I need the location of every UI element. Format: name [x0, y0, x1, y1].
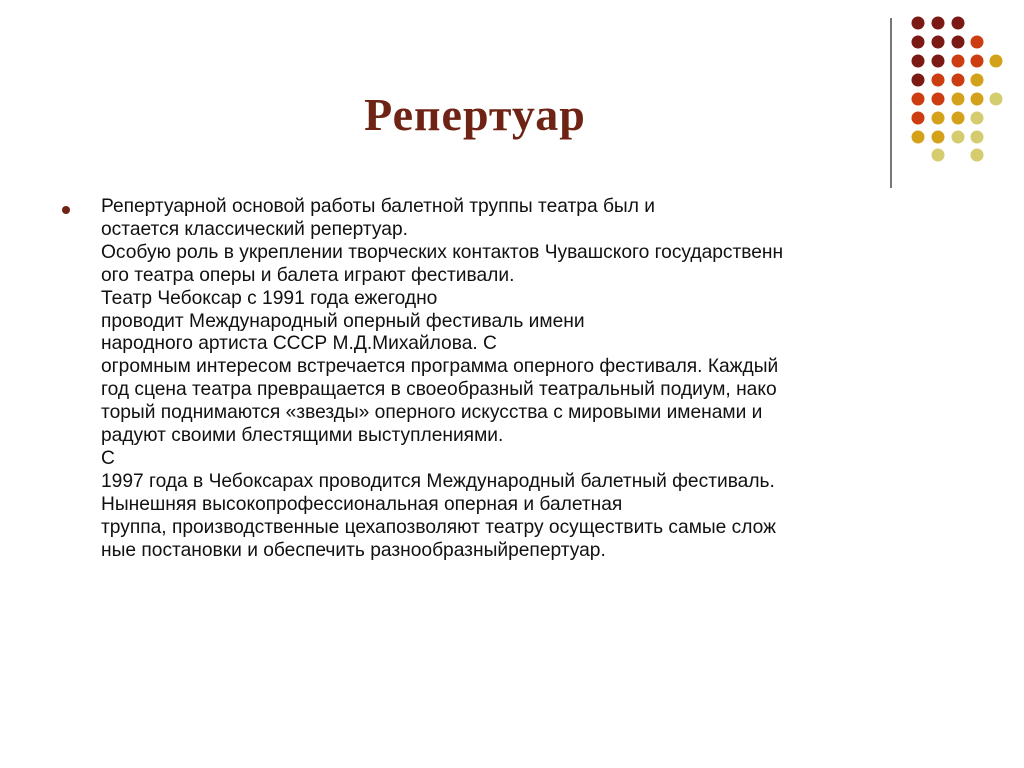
decor-dot: [932, 36, 945, 49]
decor-dot: [932, 17, 945, 30]
body-line: огромным интересом встречается программа оперного фестиваля. Каждый: [101, 356, 779, 378]
body-line: проводит Международный оперный фестиваль имени: [101, 310, 585, 332]
decor-dot: [971, 93, 984, 106]
slide-body: [101, 196, 971, 563]
decor-dot: [912, 112, 925, 125]
decor-dot: [971, 74, 984, 87]
decor-dot: [912, 17, 925, 30]
decor-dot: [932, 131, 945, 144]
decor-dot: [932, 55, 945, 68]
decor-dot: [952, 74, 965, 87]
decor-dot: [971, 36, 984, 49]
decor-dot: [912, 36, 925, 49]
body-line: народного артиста СССР М.Д.Михайлова. С: [101, 333, 497, 355]
body-line: С: [101, 447, 115, 469]
body-line: ого театра оперы и балета играют фестивали.: [101, 264, 515, 286]
body-line: торый поднимаются «звезды» оперного искусства с мировыми именами и: [101, 402, 763, 424]
decor-dot: [932, 149, 945, 162]
decor-dot: [912, 55, 925, 68]
decor-dot: [971, 112, 984, 125]
body-line: Нынешняя высокопрофессиональная оперная и балетная: [101, 493, 623, 515]
body-line: Театр Чебоксар с 1991 года ежегодно: [101, 287, 438, 309]
body-line: остается классический репертуар.: [101, 218, 408, 240]
decor-dot: [952, 36, 965, 49]
body-line: 1997 года в Чебоксарах проводится Международный балетный фестиваль.: [101, 470, 775, 492]
body-line: ные постановки и обеспечить разнообразныйрепертуар.: [101, 539, 606, 561]
decor-dot: [971, 55, 984, 68]
bullet-icon: [62, 206, 70, 214]
decor-dot: [990, 93, 1003, 106]
body-line: год сцена театра превращается в своеобразный театральный подиум, нако: [101, 379, 777, 401]
decor-dot: [912, 74, 925, 87]
vertical-divider: [890, 18, 892, 188]
body-line: радуют своими блестящими выступлениями.: [101, 425, 504, 447]
decor-dot: [932, 112, 945, 125]
body-line: Особую роль в укреплении творческих контактов Чувашского государственн: [101, 241, 784, 263]
slide-title: Репертуар: [364, 89, 586, 140]
decor-dot: [952, 131, 965, 144]
decor-dot: [932, 93, 945, 106]
decorative-dot-grid: [0, 0, 1024, 200]
decor-dot: [971, 131, 984, 144]
body-line: Репертуарной основой работы балетной труппы театра был и: [101, 196, 655, 217]
decor-dot: [990, 55, 1003, 68]
body-line: труппа, производственные цехапозволяют театру осуществить самые слож: [101, 516, 776, 538]
decor-dot: [932, 74, 945, 87]
decor-dot: [952, 55, 965, 68]
decor-dot: [952, 93, 965, 106]
decor-dot: [971, 149, 984, 162]
decor-dot: [952, 17, 965, 30]
decor-dot: [912, 131, 925, 144]
decor-dot: [952, 112, 965, 125]
decor-dot: [912, 93, 925, 106]
